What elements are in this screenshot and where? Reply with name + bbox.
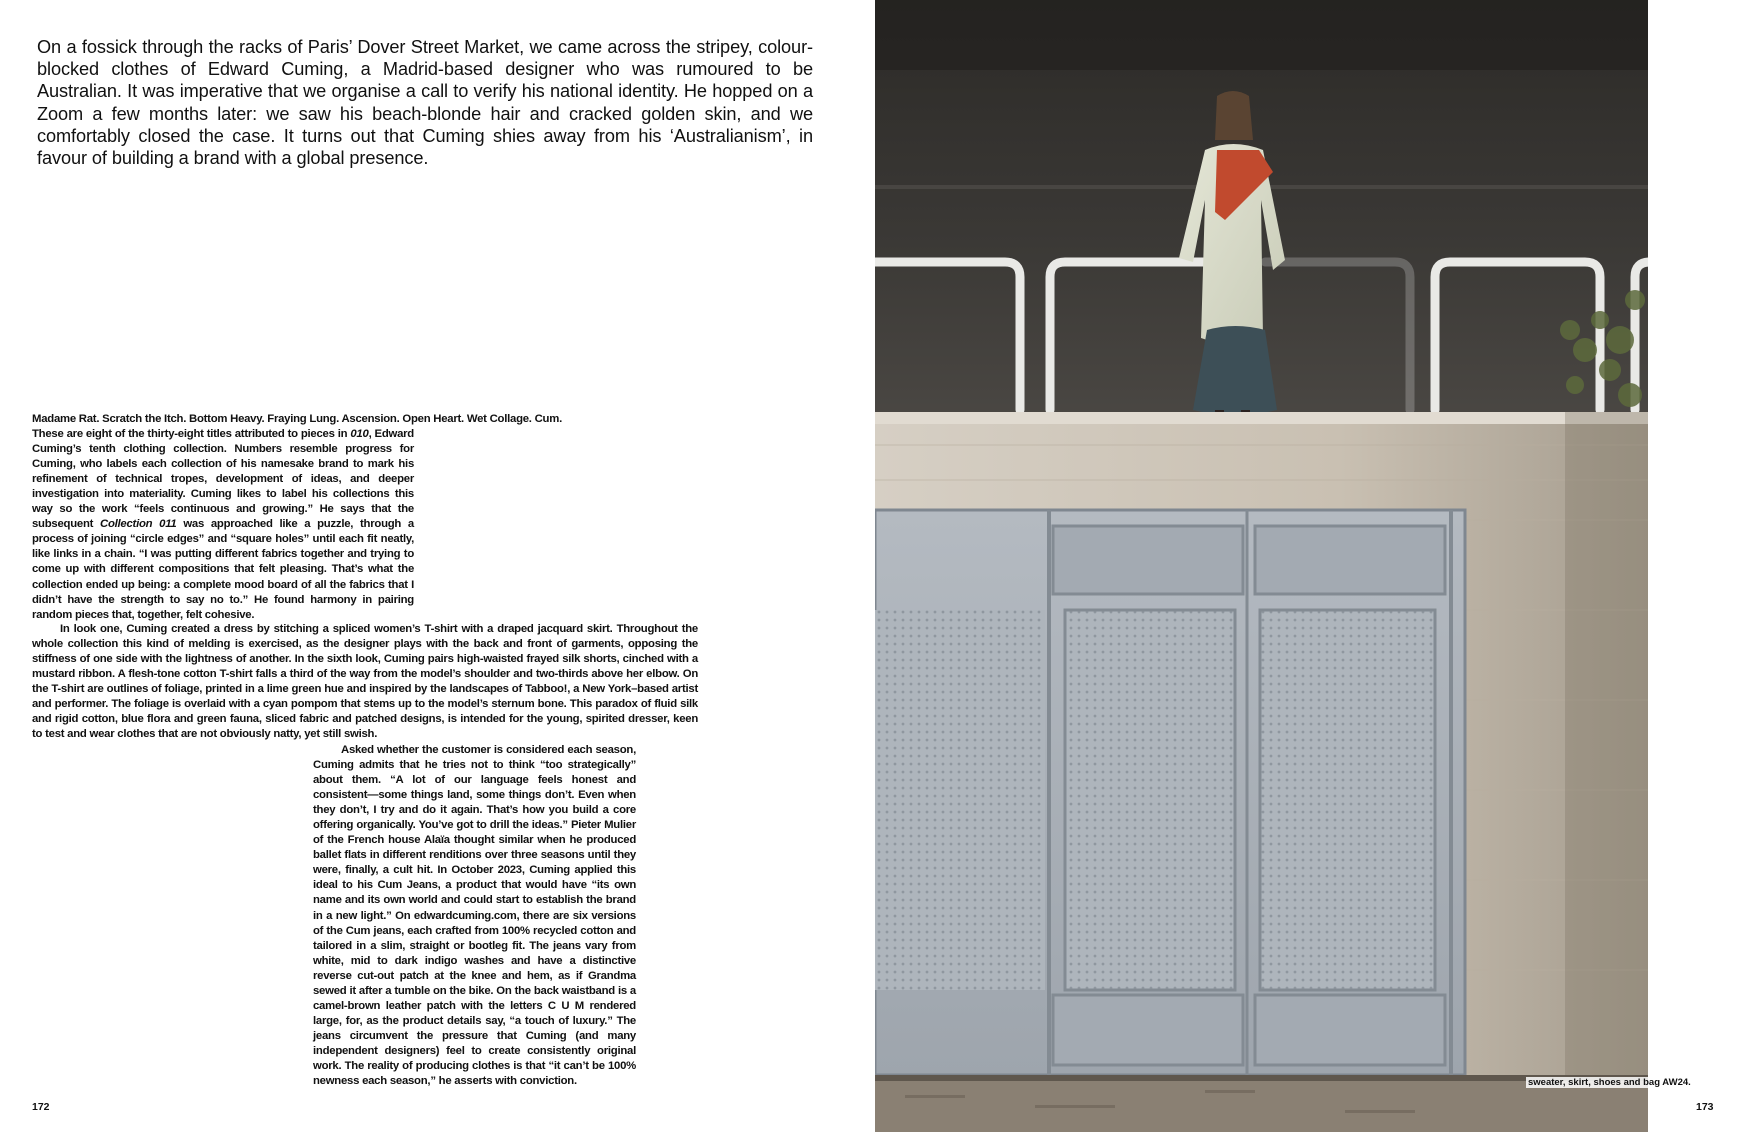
fashion-photo-image [875, 0, 1648, 1132]
body-text-run: In look one, Cuming created a dress by stitching a spliced women’s T-shirt with a draped jacquard skirt. Throughout the whole collection this kind of melding is exercised, as the designer plays with the back and front of garments, opposing the stiffness of one side with the lightness of another. In the sixth look, Cuming pairs high-waisted frayed silk shorts, cinched with a mustard ribbon. A flesh-tone cotton T-shirt falls a third of the way from the model’s shoulder and two-thirds above her elbow. On the T-shirt are outlines of foliage, printed in a lime green hue and inspired by the landscapes of Tabboo!, a New York–based artist and performer. The foliage is overlaid with a cyan pompom that stems up to the model’s sternum bone. This paradox of fluid silk and rigid cotton, blue flora and green fauna, sliced fabric and patched designs, is intended for the young, spirited dresser, keen to test and wear clothes that are not obviously natty, yet still swish. [32, 623, 698, 741]
body-paragraph-2 [32, 622, 698, 742]
photo-caption: sweater, skirt, shoes and bag AW24. [1528, 1077, 1691, 1088]
intro-paragraph: On a fossick through the racks of Paris’ Dover Street Market, we came across the stripey, colour-blocked clothes of Edward Cuming, a Madrid-based designer who was rumoured to be Australian. It was imperative that we organise a call to verify his national identity. He hopped on a Zoom a few months later: we saw his beach-blonde hair and cracked golden skin, and we comfortably closed the case. It turns out that Cuming shies away from his ‘Australianism’, in favour of building a brand with a global presence. [37, 37, 813, 169]
collection-title: 010 [350, 428, 369, 441]
body-text-run: was approached like a puzzle, through a process of joining “circle edges” and “square holes” until each fit neatly, like links in a chain. “I was putting different fabrics together and trying to come up with different compositions that felt pleasing. That’s what the collection ended up being: a complete mood board of all the fabrics that I didn’t have the strength to say no to.” He found harmony in pairing random pieces that, together, felt cohesive. [32, 518, 414, 621]
body-text-run: , Edward Cuming’s tenth clothing collection. Numbers resemble progress for Cuming, who labels each collection of his namesake brand to mark his refinement of technical tropes, development of ideas, and deeper investigation into materiality. Cuming likes to label his collections this way so the work “feels continuous and growing.” He says that the subsequent [32, 428, 414, 531]
collection-title: Collection 011 [100, 518, 177, 531]
page-number-right: 173 [1696, 1101, 1714, 1113]
body-paragraph-3 [313, 743, 636, 1089]
body-paragraph-1 [32, 412, 562, 623]
page-number-left: 172 [32, 1101, 50, 1113]
body-text-run: Asked whether the customer is considered each season, Cuming admits that he tries not to think “too strategically” about them. “A lot of our language feels honest and consistent—some things land, some things don’t. Even when they don’t, I try and do it again. That’s how you build a core offering organically. You’ve got to drill the ideas.” Pieter Mulier of the French house Alaïa thought similar when he produced ballet flats in different renditions over three seasons until they were, finally, a cult hit. In October 2023, Cuming applied this ideal to his Cum Jeans, a product that would have “its own name and its own world and could start to establish the brand in a new light.” On edwardcuming.com, there are six versions of the Cum jeans, each crafted from 100% recycled cotton and tailored in a slim, straight or bootleg fit. The jeans vary from white, mid to dark indigo washes and have a distinctive reverse cut-out patch at the knee and hem, as if Grandma sewed it after a tumble on the bike. On the back waistband is a camel-brown leather patch with the letters C U M rendered large, for, as the product details say, “a touch of luxury.” The jeans circumvent the pressure that Cuming (and many independent designers) feel to create consistently original work. The reality of producing clothes is that “it can’t be 100% newness each season,” he asserts with conviction. [313, 744, 636, 1088]
body-text-run: These are eight of the thirty-eight titles attributed to pieces in [32, 428, 351, 441]
body-lead-line: Madame Rat. Scratch the Itch. Bottom Heavy. Fraying Lung. Ascension. Open Heart. Wet Collage. Cum. [32, 413, 562, 425]
